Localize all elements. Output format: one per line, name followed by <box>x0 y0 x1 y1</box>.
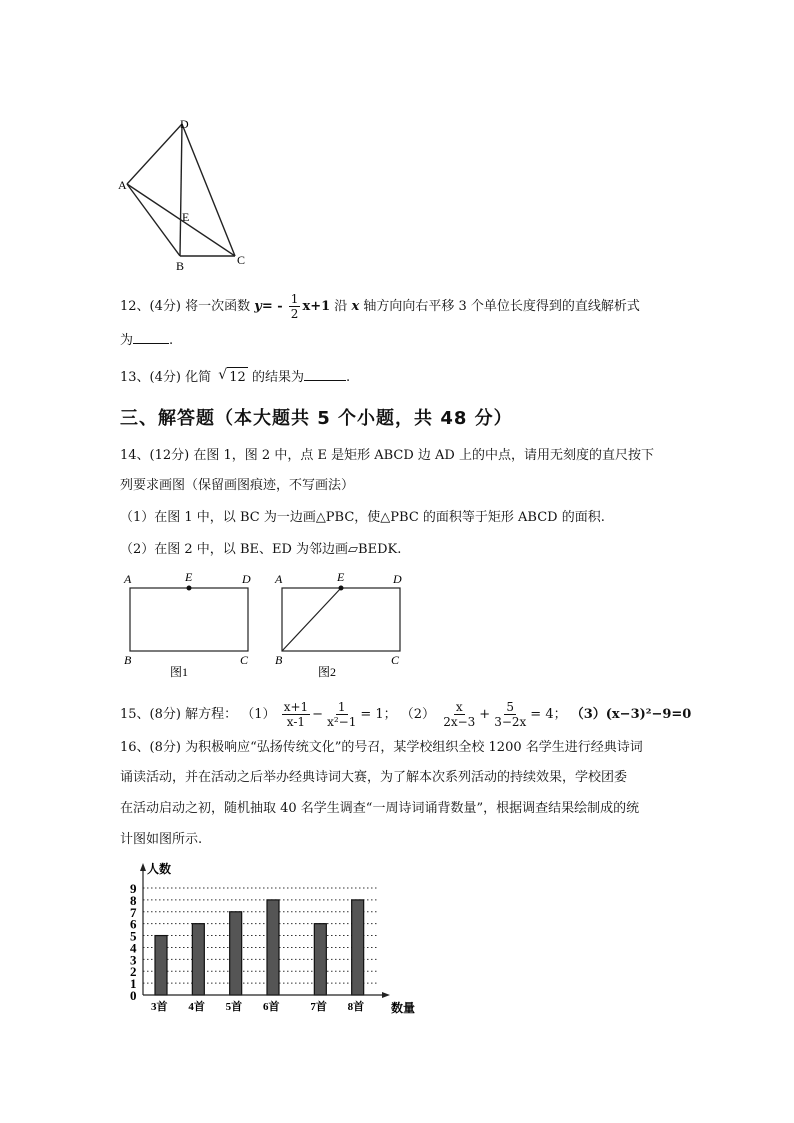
y-tick-label: 7 <box>130 904 137 920</box>
fig1-point-e <box>187 586 192 591</box>
x-tick-label: 8首 <box>347 1001 365 1013</box>
bar-5首 <box>230 912 242 995</box>
q15-f1-den: x-1 <box>286 715 306 729</box>
fig2-a: A <box>275 572 283 586</box>
fig1-a: A <box>124 572 132 586</box>
fig2-b: B <box>275 653 283 667</box>
q13-end: . <box>345 370 351 385</box>
y-tick-label: 3 <box>130 952 137 968</box>
q12-y: y <box>254 299 262 314</box>
y-tick-label: 0 <box>130 988 137 1003</box>
q13-line <box>120 367 350 388</box>
q15-f2-den: x²−1 <box>327 715 357 729</box>
bar-7首 <box>314 924 326 995</box>
q15-number: 15、(8分) <box>120 707 181 722</box>
q12-end: . <box>169 333 174 348</box>
bar-chart <box>115 858 430 1020</box>
q15-f3-num: x <box>455 700 463 714</box>
q16-line2: 诵读活动，并在活动之后举办经典诗词大赛，为了解本次系列活动的持续效果，学校团委 <box>120 770 628 785</box>
bar-4首 <box>192 924 204 995</box>
x-tick-label: 6首 <box>263 1001 280 1013</box>
x-tick-label: 7首 <box>310 1001 327 1013</box>
q14-part2: （2）在图 2 中，以 BE、ED 为邻边画▱BEDK. <box>120 542 402 557</box>
y-tick-label: 6 <box>130 916 137 932</box>
y-tick-label: 8 <box>130 892 137 908</box>
q13-number: 13、(4分) <box>120 370 181 385</box>
q15-frac1 <box>282 700 310 729</box>
q12-line1 <box>120 292 640 321</box>
x-tick-label: 4首 <box>188 1001 205 1013</box>
x-axis-label: 数量 <box>391 1001 416 1015</box>
q12-xplus: x+1 <box>302 299 331 314</box>
q15-eq2: = 4； <box>530 707 567 722</box>
fig1-b: B <box>124 653 132 667</box>
q15-label: 解方程： <box>185 707 238 722</box>
geometry-figure <box>115 112 255 277</box>
q15-f2-num: 1 <box>337 700 346 714</box>
q15-part3: （3）(x−3)²−9=0 <box>570 707 692 722</box>
fig2-e: E <box>337 570 345 584</box>
q16-line1 <box>120 738 643 758</box>
q16-line4: 计图如图所示. <box>120 832 203 847</box>
bar-3首 <box>155 936 167 995</box>
q15-minus: − <box>312 707 324 722</box>
q12-text-mid: 沿 <box>334 299 348 314</box>
q15-f3-den: 2x−3 <box>443 715 476 729</box>
point-c-label: C <box>237 253 246 267</box>
y-tick-label: 4 <box>130 940 137 956</box>
bar-6首 <box>267 900 279 995</box>
y-tick-label: 9 <box>130 881 137 896</box>
q14-part1: （1）在图 1 中，以 BC 为一边画△PBC，使△PBC 的面积等于矩形 ABCD 的面积. <box>120 510 605 525</box>
q12-frac-num: 1 <box>290 292 299 306</box>
q14-line1 <box>120 446 654 466</box>
sqrt-12: √ 12 <box>227 367 248 388</box>
q12-x-axis: x <box>351 299 360 314</box>
section-3-title: 三、解答题（本大题共 5 个小题，共 48 分） <box>120 408 513 429</box>
q14-number: 14、(12分) <box>120 448 190 463</box>
q15-part2-label: （2） <box>400 707 436 722</box>
q13-after: 的结果为 <box>251 370 304 385</box>
q15-f4-num: 5 <box>506 700 515 714</box>
fig2-caption: 图2 <box>318 665 337 679</box>
q13-answer-blank[interactable] <box>304 368 346 381</box>
fig2-c: C <box>391 653 400 667</box>
q15-frac4 <box>492 700 528 729</box>
x-tick-label: 3首 <box>151 1001 168 1013</box>
q16-text-1: 为积极响应“弘扬传统文化”的号召，某学校组织全校 1200 名学生进行经典诗词 <box>185 740 643 755</box>
q14-line2: 列要求画图（保留画图痕迹，不写画法） <box>120 478 355 493</box>
y-axis-label: 人数 <box>147 862 172 876</box>
q12-line2 <box>120 331 173 351</box>
fig2-point-e <box>339 586 344 591</box>
q12-text: 将一次函数 <box>185 299 251 314</box>
fig1-e: E <box>185 570 193 584</box>
q12-frac-den: 2 <box>290 307 299 321</box>
q12-text-after: 轴方向向右平移 3 个单位长度得到的直线解析式 <box>363 299 640 314</box>
q16-line3: 在活动启动之初，随机抽取 40 名学生调查“一周诗词诵背数量”，根据调查结果绘制成的统 <box>120 801 640 816</box>
fig1-c: C <box>240 653 249 667</box>
q15-f4-den: 3−2x <box>494 715 527 729</box>
x-tick-label: 5首 <box>225 1001 243 1013</box>
y-tick-label: 5 <box>130 928 137 944</box>
rectangle-figures <box>118 568 418 680</box>
bar-8首 <box>352 900 364 995</box>
q14-text-1: 在图 1，图 2 中，点 E 是矩形 ABCD 边 AD 上的中点，请用无刻度的直尺按下 <box>193 448 654 463</box>
q12-equals: = - <box>261 299 283 314</box>
y-axis-arrow <box>140 863 146 871</box>
q15-frac3 <box>441 700 477 729</box>
point-d-label: D <box>180 117 189 131</box>
y-tick-label: 1 <box>130 976 137 992</box>
fig1-d: D <box>242 572 251 586</box>
q15-f1-num: x+1 <box>283 700 309 714</box>
fig2-d: D <box>393 572 402 586</box>
q15-frac2 <box>325 700 358 729</box>
fig1-caption: 图1 <box>170 665 189 679</box>
q15-eq1: = 1； <box>360 707 397 722</box>
point-e-label: E <box>182 210 190 224</box>
q13-text: 化简 <box>185 370 212 385</box>
q15-plus: + <box>479 707 491 722</box>
y-tick-label: 2 <box>130 964 137 980</box>
q12-number: 12、(4分) <box>120 299 181 314</box>
q16-number: 16、(8分) <box>120 740 181 755</box>
q15-part1-label: （1） <box>241 707 276 722</box>
x-axis-arrow <box>382 992 390 998</box>
point-b-label: B <box>176 259 185 273</box>
q12-answer-blank[interactable] <box>133 331 169 344</box>
q12-fraction <box>289 292 301 321</box>
point-a-label: A <box>118 178 127 192</box>
q12-line2-text: 为 <box>120 333 134 348</box>
q15-line <box>120 700 691 729</box>
